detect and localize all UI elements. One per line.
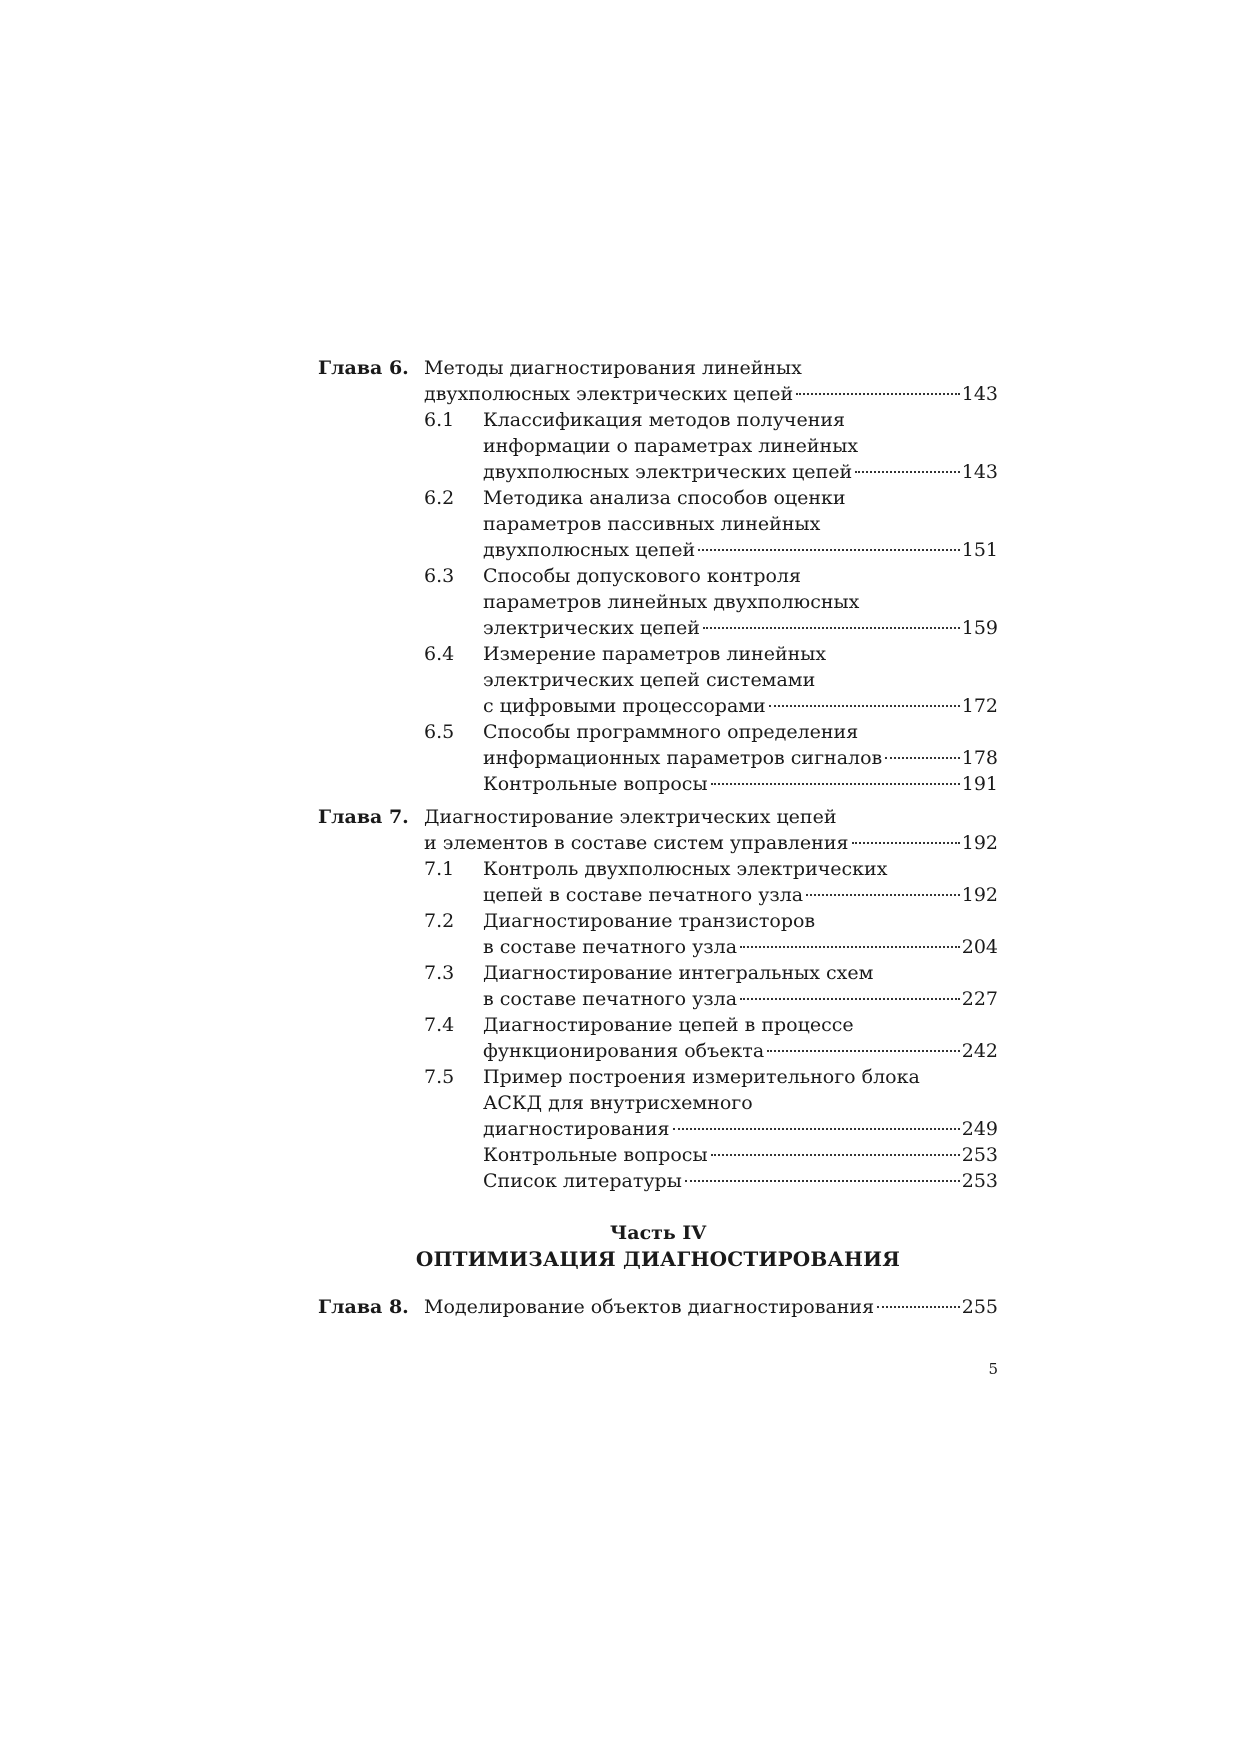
section-title: двухполюсных электрических цепей <box>483 461 853 483</box>
dot-leader <box>806 894 960 896</box>
section-title: электрических цепей системами <box>483 669 816 691</box>
section-title: Способы допускового контроля <box>483 565 801 587</box>
section-title: параметров линейных двухполюсных <box>483 591 860 613</box>
section-title: функционирования объекта <box>483 1040 765 1062</box>
section-title: АСКД для внутрисхемного <box>483 1092 753 1114</box>
toc-entry-line <box>483 1168 998 1194</box>
toc-chapter <box>318 355 998 797</box>
chapter-list <box>318 355 998 1194</box>
section-number: 7.4 <box>424 1014 455 1036</box>
toc-section <box>424 719 998 771</box>
chapter-label: Глава 7. <box>318 806 409 828</box>
toc-section <box>424 908 998 960</box>
chapter-title: Диагностирование электрических цепей <box>424 806 837 828</box>
page-number: 5 <box>988 1360 998 1378</box>
dot-leader <box>767 1050 960 1052</box>
section-number: 6.4 <box>424 643 455 665</box>
dot-leader <box>877 1306 960 1308</box>
section-title: Способы программного определения <box>483 721 859 743</box>
toc-entry-line <box>424 381 998 407</box>
toc-entry-line <box>483 1116 998 1142</box>
dot-leader <box>685 1180 960 1182</box>
dot-leader <box>885 757 959 759</box>
section-title: электрических цепей <box>483 617 700 639</box>
section-title: Диагностирование цепей в процессе <box>483 1014 854 1036</box>
dot-leader <box>740 946 960 948</box>
section-title: параметров пассивных линейных <box>483 513 821 535</box>
section-title: Пример построения измерительного блока <box>483 1066 920 1088</box>
toc-entry-line <box>424 1294 998 1320</box>
section-number: 6.5 <box>424 721 455 743</box>
page-ref: 192 <box>961 884 998 906</box>
toc-section <box>424 485 998 563</box>
page-ref: 192 <box>961 832 998 854</box>
section-title: Диагностирование транзисторов <box>483 910 816 932</box>
dot-leader <box>711 1154 960 1156</box>
toc-section <box>424 1142 998 1168</box>
section-number: 7.5 <box>424 1066 455 1088</box>
page-ref: 204 <box>961 936 998 958</box>
toc-entry-line <box>483 615 998 641</box>
section-title: Список литературы <box>483 1170 682 1192</box>
toc-section <box>424 641 998 719</box>
chapter-title: Моделирование объектов диагностирования <box>424 1296 875 1318</box>
toc-chapter <box>318 804 998 1194</box>
page-ref: 143 <box>961 461 998 483</box>
page-ref: 191 <box>961 773 998 795</box>
dot-leader <box>852 842 960 844</box>
dot-leader <box>698 549 960 551</box>
toc-section <box>424 1168 998 1194</box>
toc-section <box>424 407 998 485</box>
toc-chapter <box>318 1294 998 1320</box>
page-ref: 253 <box>961 1144 998 1166</box>
section-number: 6.3 <box>424 565 455 587</box>
part-heading <box>318 1220 998 1272</box>
chapter-title: двухполюсных электрических цепей <box>424 383 794 405</box>
toc-entry-line <box>483 459 998 485</box>
section-number: 6.2 <box>424 487 455 509</box>
dot-leader <box>769 705 960 707</box>
table-of-contents <box>318 355 998 1320</box>
section-number: 7.3 <box>424 962 455 984</box>
section-title: Контрольные вопросы <box>483 1144 708 1166</box>
section-title: Диагностирование интегральных схем <box>483 962 874 984</box>
toc-entry-line <box>483 745 998 771</box>
section-title: Контрольные вопросы <box>483 773 708 795</box>
toc-section <box>424 856 998 908</box>
section-title: в составе печатного узла <box>483 936 738 958</box>
section-title: в составе печатного узла <box>483 988 738 1010</box>
section-number: 6.1 <box>424 409 455 431</box>
toc-section <box>424 960 998 1012</box>
toc-entry-line <box>483 986 998 1012</box>
page-ref: 143 <box>961 383 998 405</box>
toc-entry-line <box>483 771 998 797</box>
section-title: информации о параметрах линейных <box>483 435 859 457</box>
section-title: цепей в составе печатного узла <box>483 884 804 906</box>
section-title: Методика анализа способов оценки <box>483 487 846 509</box>
dot-leader <box>740 998 960 1000</box>
toc-entry-line <box>483 537 998 563</box>
page-ref: 227 <box>961 988 998 1010</box>
chapter-label: Глава 8. <box>318 1296 409 1318</box>
chapter-title: и элементов в составе систем управления <box>424 832 849 854</box>
section-number: 7.2 <box>424 910 455 932</box>
section-title: с цифровыми процессорами <box>483 695 766 717</box>
part-label: Часть IV <box>609 1222 707 1244</box>
toc-entry-line <box>424 830 998 856</box>
page-ref: 151 <box>961 539 998 561</box>
toc-section <box>424 1012 998 1064</box>
dot-leader <box>673 1128 960 1130</box>
toc-entry-line <box>483 934 998 960</box>
page-ref: 253 <box>961 1170 998 1192</box>
toc-section <box>424 1064 998 1142</box>
part-title: ОПТИМИЗАЦИЯ ДИАГНОСТИРОВАНИЯ <box>415 1247 901 1271</box>
toc-entry-line <box>483 693 998 719</box>
section-title: Измерение параметров линейных <box>483 643 827 665</box>
toc-entry-line <box>483 1038 998 1064</box>
section-title: информационных параметров сигналов <box>483 747 883 769</box>
page-ref: 242 <box>961 1040 998 1062</box>
toc-section <box>424 771 998 797</box>
dot-leader <box>855 471 960 473</box>
dot-leader <box>703 627 960 629</box>
toc-section <box>424 563 998 641</box>
section-title: Классификация методов получения <box>483 409 846 431</box>
toc-entry-line <box>483 1142 998 1168</box>
chapter-label: Глава 6. <box>318 357 409 379</box>
page-ref: 249 <box>961 1118 998 1140</box>
section-title: двухполюсных цепей <box>483 539 696 561</box>
toc-entry-line <box>483 882 998 908</box>
dot-leader <box>711 783 960 785</box>
dot-leader <box>796 393 960 395</box>
section-title: Контроль двухполюсных электрических <box>483 858 888 880</box>
section-title: диагностирования <box>483 1118 670 1140</box>
page-ref: 178 <box>961 747 998 769</box>
page-ref: 159 <box>961 617 998 639</box>
page-ref: 255 <box>961 1296 998 1318</box>
chapter-title: Методы диагностирования линейных <box>424 357 802 379</box>
section-number: 7.1 <box>424 858 455 880</box>
page-ref: 172 <box>961 695 998 717</box>
